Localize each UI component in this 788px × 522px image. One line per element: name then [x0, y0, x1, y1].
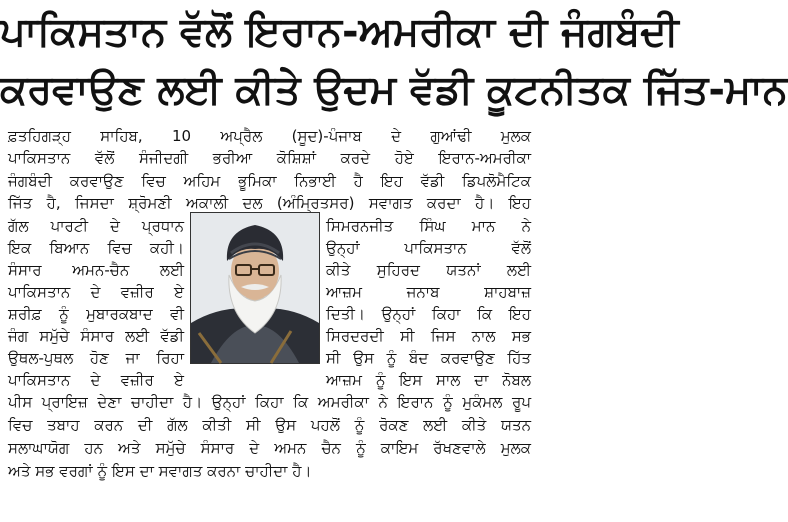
- article-line: ਜੰਗਬੰਦੀ ਕਰਵਾਉਣ ਵਿਚ ਅਹਿਮ ਭੂਮਿਕਾ ਨਿਭਾਈ ਹੈ ਇਹ ਵੱਡੀ ਡਿਪਲੋਮੈਟਿਕ: [8, 172, 531, 190]
- article-line-left: ਇਕ ਬਿਆਨ ਵਿਚ ਕਹੀ।: [8, 239, 184, 257]
- article-line: ਸਲਾਘਾਯੋਗ ਹਨ ਅਤੇ ਸਮੁੱਚੇ ਸੰਸਾਰ ਦੇ ਅਮਨ ਚੈਨ ਨੂੰ ਕਾਇਮ ਰੱਖਣਵਾਲੇ ਮੁਲਕ: [8, 439, 531, 457]
- article-line-right: ਦਿਤੀ। ਉਨ੍ਹਾਂ ਕਿਹਾ ਕਿ ਇਹ: [326, 305, 531, 323]
- article-line-left: ਜੰਗ ਸਮੁੱਚੇ ਸੰਸਾਰ ਲਈ ਵੱਡੀ: [8, 327, 184, 345]
- article-line: ਪੀਸ ਪ੍ਰਾਇਜ਼ ਦੇਣਾ ਚਾਹੀਦਾ ਹੈ। ਉਨ੍ਹਾਂ ਕਿਹਾ ਕਿ ਅਮਰੀਕਾ ਨੇ ਇਰਾਨ ਨੂੰ ਮੁਕੰਮਲ ਰੂਪ: [8, 393, 531, 411]
- article-line-right: ਆਜ਼ਮ ਜਨਾਬ ਸ਼ਾਹਬਾਜ਼: [326, 283, 531, 301]
- article-line-right: ਕੀਤੇ ਸੁਹਿਰਦ ਯਤਨਾਂ ਲਈ: [326, 261, 531, 279]
- article-line: ਵਿਚ ਤਬਾਹ ਕਰਨ ਦੀ ਗੱਲ ਕੀਤੀ ਸੀ ਉਸ ਪਹਲੋਂ ਨੂੰ ਰੋਕਣ ਲਈ ਕੀਤੇ ਯਤਨ: [8, 416, 531, 434]
- article-line: ਜਿੱਤ ਹੈ, ਜਿਸਦਾ ਸ਼੍ਰੋਮਣੀ ਅਕਾਲੀ ਦਲ (ਅੰਮ੍ਰਿਤਸਰ) ਸਵਾਗਤ ਕਰਦਾ ਹੈ। ਇਹ: [8, 194, 531, 212]
- article-line-left: ਸ਼ਰੀਫ਼ ਨੂੰ ਮੁਬਾਰਕਬਾਦ ਵੀ: [8, 305, 184, 323]
- headline-line-2: ਕਰਵਾਉਣ ਲਈ ਕੀਤੇ ਉਦਮ ਵੱਡੀ ਕੂਟਨੀਤਕ ਜਿੱਤ-ਮਾਨ: [0, 67, 788, 113]
- article-line-left: ਪਾਕਿਸਤਾਨ ਦੇ ਵਜ਼ੀਰ ਏ: [8, 371, 184, 389]
- article-line-right: ਸਿਮਰਨਜੀਤ ਸਿੰਘ ਮਾਨ ਨੇ: [326, 217, 531, 235]
- article-line-left: ਗੱਲ ਪਾਰਟੀ ਦੇ ਪ੍ਰਧਾਨ: [8, 217, 184, 235]
- article-line: ਪਾਕਿਸਤਾਨ ਵੱਲੋਂ ਸੰਜੀਦਗੀ ਭਰੀਆ ਕੋਸ਼ਿਸ਼ਾਂ ਕਰਦੇ ਹੋਏ ਇਰਾਨ-ਅਮਰੀਕਾ: [8, 149, 531, 167]
- article-line-last: ਅਤੇ ਸਭ ਵਰਗਾਂ ਨੂੰ ਇਸ ਦਾ ਸਵਾਗਤ ਕਰਨਾ ਚਾਹੀਦਾ ਹੈ।: [8, 462, 312, 480]
- headline-line-1: ਪਾਕਿਸਤਾਨ ਵੱਲੋਂ ਇਰਾਨ-ਅਮਰੀਕਾ ਦੀ ਜੰਗਬੰਦੀ: [0, 9, 679, 55]
- portrait-illustration: [191, 213, 319, 363]
- portrait-photo: [190, 212, 320, 364]
- article-line-left: ਉਥਲ-ਪੁਥਲ ਹੋਣ ਜਾ ਰਿਹਾ: [8, 349, 184, 367]
- article-line-right: ਆਜ਼ਮ ਨੂੰ ਇਸ ਸਾਲ ਦਾ ਨੋਬਲ: [326, 371, 531, 389]
- article-line: ਫ਼ਤਹਿਗੜ੍ਹ ਸਾਹਿਬ, 10 ਅਪ੍ਰੈਲ (ਸੂਦ)-ਪੰਜਾਬ ਦੇ ਗੁਆਂਢੀ ਮੁਲਕ: [8, 127, 531, 145]
- article-line-right: ਸੀ ਉਸ ਨੂੰ ਬੰਦ ਕਰਵਾਉਣ ਹਿੱਤ: [326, 349, 531, 367]
- article-line-right: ਉਨ੍ਹਾਂ ਪਾਕਿਸਤਾਨ ਵੱਲੋਂ: [326, 239, 531, 257]
- article-line-left: ਸੰਸਾਰ ਅਮਨ-ਚੈਨ ਲਈ: [8, 261, 184, 279]
- article-line-right: ਸਿਰਦਰਦੀ ਸੀ ਜਿਸ ਨਾਲ ਸਭ: [326, 327, 531, 345]
- article-line-left: ਪਾਕਿਸਤਾਨ ਦੇ ਵਜ਼ੀਰ ਏ: [8, 283, 184, 301]
